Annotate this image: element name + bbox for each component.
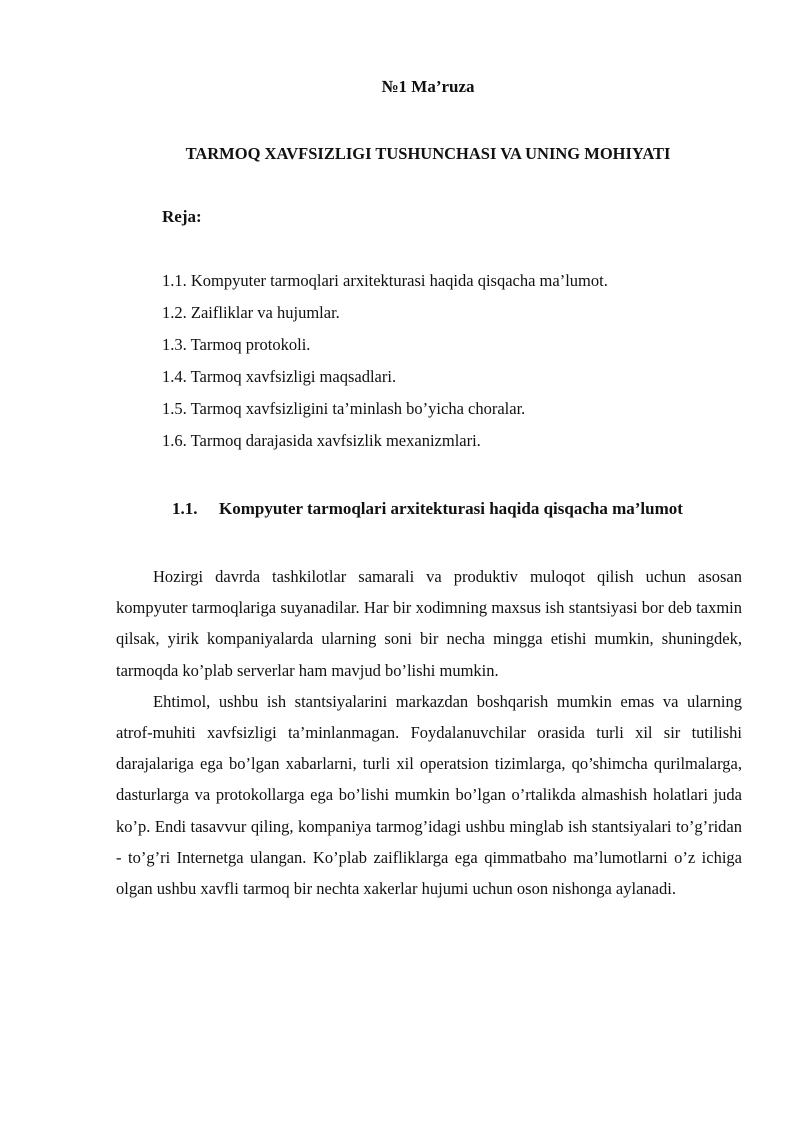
lecture-number: №1 Ma’ruza (381, 77, 475, 96)
page-title: TARMOQ XAVFSIZLIGI TUSHUNCHASI VA UNING MOHIYATI (185, 144, 671, 163)
section-heading (172, 498, 683, 520)
plan-item: 1.5. Tarmoq xavfsizligini ta’minlash bo’yicha choralar. (162, 399, 526, 418)
plan-item: 1.6. Tarmoq darajasida xavfsizlik mexanizmlari. (162, 431, 481, 450)
plan-item: 1.2. Zaifliklar va hujumlar. (162, 303, 340, 322)
plan-list (162, 270, 608, 462)
section-title: Kompyuter tarmoqlari arxitekturasi haqida qisqacha ma’lumot (219, 499, 683, 518)
plan-item: 1.4. Tarmoq xavfsizligi maqsadlari. (162, 367, 397, 386)
plan-item: 1.1. Kompyuter tarmoqlari arxitekturasi haqida qisqacha ma’lumot. (162, 271, 608, 290)
body-text (116, 561, 742, 904)
plan-label: Reja: (162, 207, 202, 226)
paragraph: Ehtimol, ushbu ish stantsiyalarini markazdan boshqarish mumkin emas va ularning atrof-muhiti xavfsizligi ta’minlanmagan. Foydalanuvchilar orasida turli xil sir tutilishi darajalariga ega bo’lgan xabarlarni, turli xil operatsion tizimlarga, qo’shimcha qurilmalarga, dasturlarga va protokollarga ega bo’lishi mumkin bo’lgan o’rtalikda almashish holatlari juda ko’p. Endi tasavvur qiling, kompaniya tarmog’idagi ushbu minglab ish stantsiyalari to’g’ridan - to’g’ri Internetga ulangan. Ko’plab zaifliklarga ega qimmatbaho ma’lumotlarni o’z ichiga olgan ushbu xavfli tarmoq bir nechta xakerlar hujumi uchun oson nishonga aylanadi. (116, 691, 742, 899)
plan-item: 1.3. Tarmoq protokoli. (162, 335, 311, 354)
paragraph: Hozirgi davrda tashkilotlar samarali va produktiv muloqot qilish uchun asosan kompyuter tarmoqlariga suyanadilar. Har bir xodimning maxsus ish stantsiyasi bor deb taxmin qilsak, yirik kompaniyalarda ularning soni bir necha mingga etishi mumkin, shuningdek, tarmoqda ko’plab serverlar ham mavjud bo’lishi mumkin. (116, 567, 742, 680)
section-number: 1.1. (172, 499, 198, 518)
